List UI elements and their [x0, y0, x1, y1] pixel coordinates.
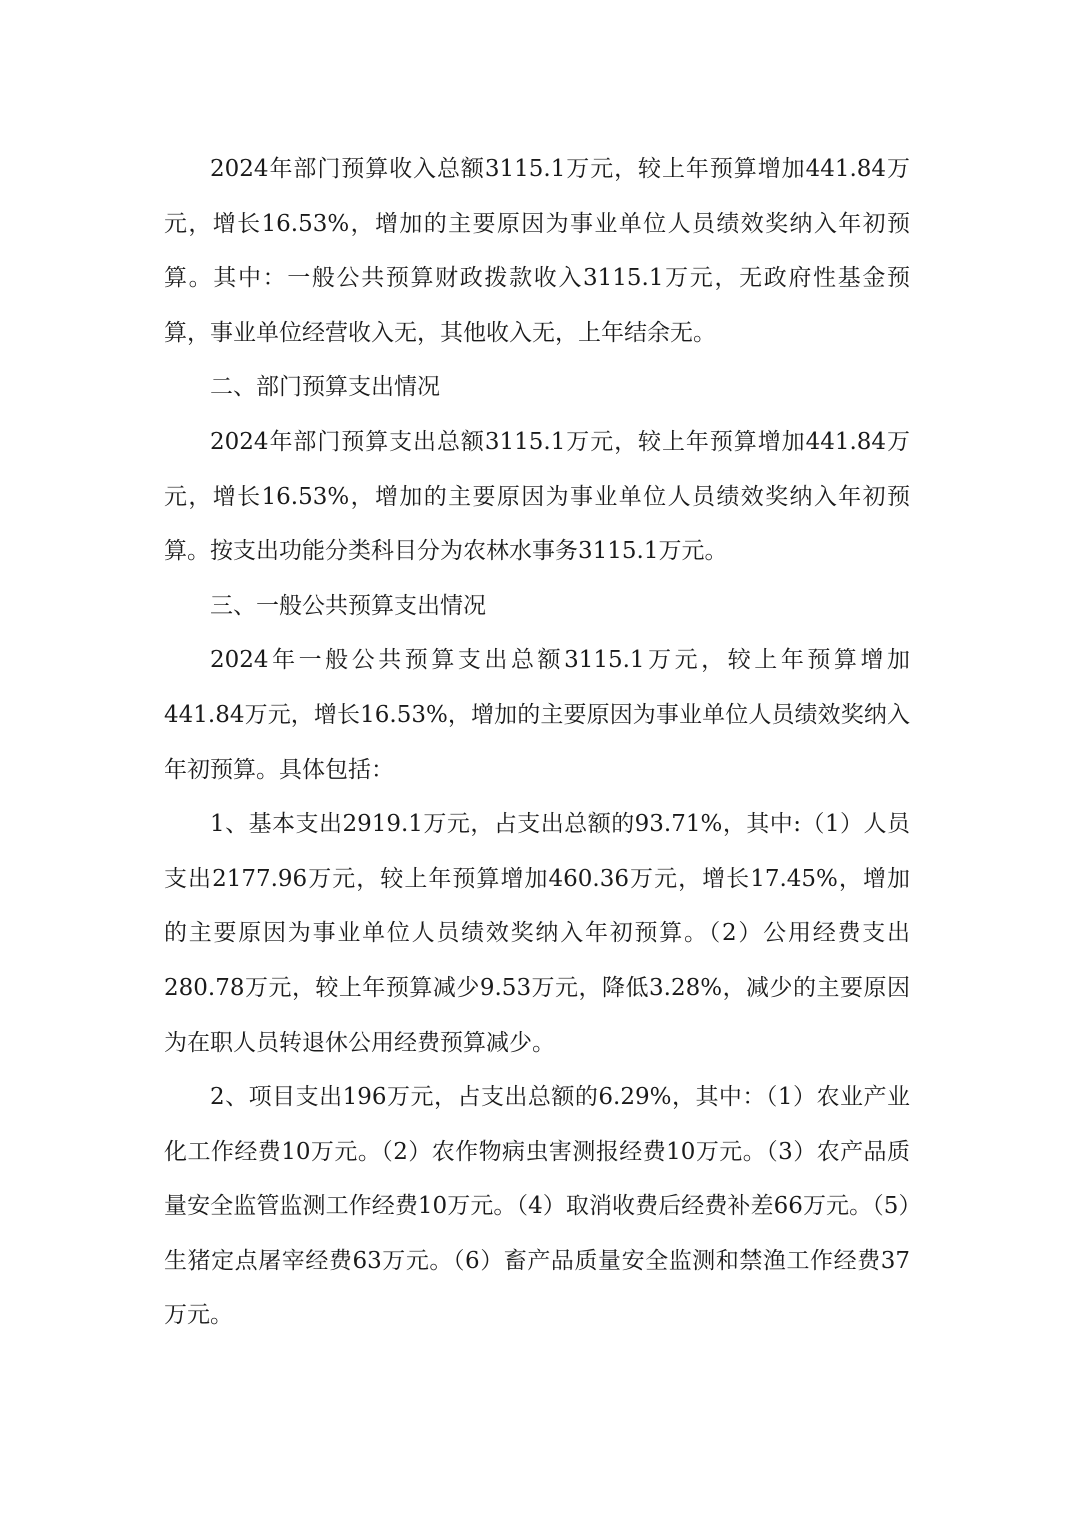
paragraph-revenue-summary: 2024年部门预算收入总额3115.1万元，较上年预算增加441.84万元，增长16.53%，增加的主要原因为事业单位人员绩效奖纳入年初预算。其中：一般公共预算财政拨款收入3115.1万元，无政府性基金预算，事业单位经营收入无，其他收入无，上年结余无。 [164, 156, 910, 346]
section-heading-general-public-budget: 三、一般公共预算支出情况 [210, 592, 486, 619]
paragraph-project-expenditure: 2、项目支出196万元，占支出总额的6.29%，其中：（1）农业产业化工作经费10万元。（2）农作物病虫害测报经费10万元。（3）农产品质量安全监管监测工作经费10万元。（4）取消收费后经费补差66万元。（5）生猪定点屠宰经费63万元。（6）畜产品质量安全监测和禁渔工作经费37万元。 [164, 1084, 910, 1329]
document-body [164, 142, 910, 1343]
paragraph-expenditure-summary: 2024年部门预算支出总额3115.1万元，较上年预算增加441.84万元，增长16.53%，增加的主要原因为事业单位人员绩效奖纳入年初预算。按支出功能分类科目分为农林水事务3115.1万元。 [164, 428, 910, 565]
paragraph-basic-expenditure: 1、基本支出2919.1万元，占支出总额的93.71%，其中:（1）人员支出2177.96万元，较上年预算增加460.36万元，增长17.45%，增加的主要原因为事业单位人员绩效奖纳入年初预算。（2）公用经费支出280.78万元，较上年预算减少9.53万元，降低3.28%，减少的主要原因为在职人员转退休公用经费预算减少。 [164, 811, 910, 1056]
paragraph-general-public-budget: 2024年一般公共预算支出总额3115.1万元，较上年预算增加441.84万元，增长16.53%，增加的主要原因为事业单位人员绩效奖纳入年初预算。具体包括： [164, 647, 910, 783]
section-heading-expenditure: 二、部门预算支出情况 [210, 374, 440, 401]
